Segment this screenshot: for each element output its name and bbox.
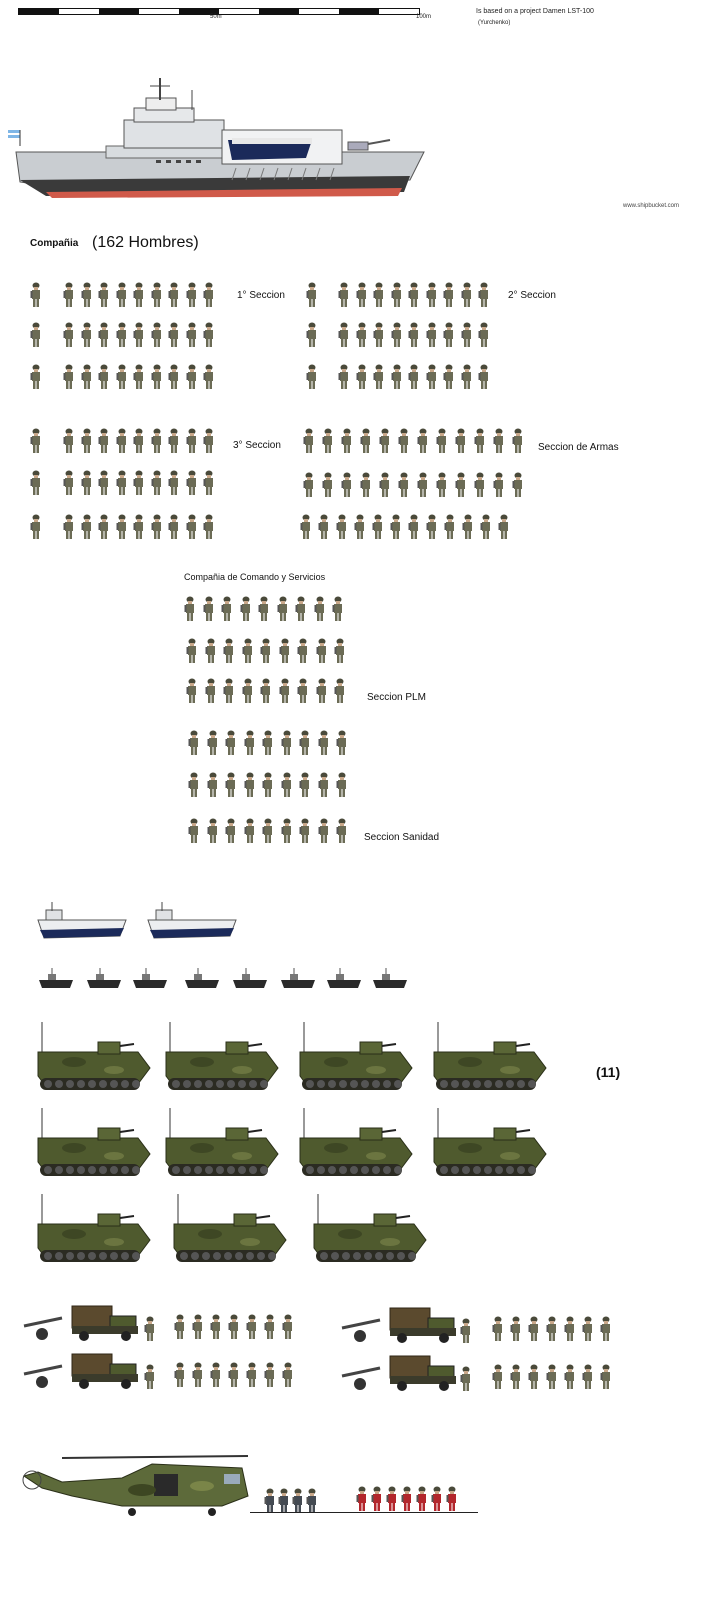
soldier-figure xyxy=(334,678,346,704)
plm-section-label: Seccion PLM xyxy=(367,692,426,703)
landing-craft-icon xyxy=(146,902,238,940)
soldier-figure xyxy=(546,1316,558,1342)
ship-illustration xyxy=(6,76,426,202)
soldier-figure xyxy=(116,322,128,348)
soldier-figure xyxy=(279,638,291,664)
company-strength: (162 Hombres) xyxy=(92,234,199,251)
soldier-figure xyxy=(63,428,75,454)
soldier-figure xyxy=(151,322,163,348)
soldier-figure xyxy=(322,472,334,498)
aircrew-figure xyxy=(292,1488,304,1514)
soldier-figure xyxy=(336,730,348,756)
amphibious-assault-vehicle-icon xyxy=(296,1108,414,1180)
soldier-figure xyxy=(564,1364,576,1390)
soldier-figure xyxy=(168,364,180,390)
soldier-figure xyxy=(264,1314,276,1340)
soldier-figure xyxy=(443,364,455,390)
rigid-inflatable-boat-icon xyxy=(86,968,122,990)
rigid-inflatable-boat-icon xyxy=(38,968,74,990)
soldier-figure xyxy=(303,428,315,454)
soldier-figure xyxy=(223,678,235,704)
soldier-figure xyxy=(379,428,391,454)
soldier-figure xyxy=(116,428,128,454)
soldier-figure xyxy=(116,282,128,308)
rigid-inflatable-boat-icon xyxy=(372,968,408,990)
soldier-figure xyxy=(207,730,219,756)
soldier-figure xyxy=(151,514,163,540)
soldier-figure xyxy=(379,472,391,498)
soldier-figure xyxy=(474,472,486,498)
soldier-figure xyxy=(398,428,410,454)
soldier-figure xyxy=(262,818,274,844)
soldier-figure xyxy=(461,322,473,348)
soldier-figure xyxy=(341,428,353,454)
squad-leader-figure xyxy=(306,322,318,348)
soldier-figure xyxy=(151,282,163,308)
soldier-figure xyxy=(373,322,385,348)
soldier-figure xyxy=(184,596,196,622)
soldier-figure xyxy=(282,1314,294,1340)
rigid-inflatable-boat-icon xyxy=(184,968,220,990)
soldier-figure xyxy=(318,772,330,798)
soldier-figure xyxy=(81,282,93,308)
soldier-figure xyxy=(338,364,350,390)
amphibious-assault-vehicle-icon xyxy=(34,1194,152,1266)
soldier-figure xyxy=(318,818,330,844)
soldier-figure xyxy=(299,772,311,798)
soldier-figure xyxy=(528,1316,540,1342)
soldier-figure xyxy=(336,818,348,844)
amphibious-assault-vehicle-icon xyxy=(162,1022,280,1094)
soldier-figure xyxy=(426,282,438,308)
soldier-figure xyxy=(186,678,198,704)
rigid-inflatable-boat-icon xyxy=(232,968,268,990)
soldier-figure xyxy=(81,322,93,348)
soldier-figure xyxy=(63,282,75,308)
soldier-figure xyxy=(203,596,215,622)
deck-crew-figure xyxy=(356,1486,368,1512)
soldier-figure xyxy=(133,282,145,308)
soldier-figure xyxy=(116,470,128,496)
soldier-figure xyxy=(63,364,75,390)
towed-howitzer-truck-icon xyxy=(22,1352,152,1390)
medical-section-label: Seccion Sanidad xyxy=(364,832,440,843)
soldier-figure xyxy=(391,282,403,308)
soldier-figure xyxy=(210,1314,222,1340)
soldier-figure xyxy=(408,282,420,308)
squad-leader-figure xyxy=(30,514,42,540)
soldier-figure xyxy=(417,428,429,454)
soldier-figure xyxy=(98,282,110,308)
soldier-figure xyxy=(228,1362,240,1388)
squad-leader-figure xyxy=(30,322,42,348)
credit-author: (Yurchenko) xyxy=(478,20,511,26)
soldier-figure xyxy=(322,428,334,454)
soldier-figure xyxy=(408,322,420,348)
amphibious-assault-vehicle-icon xyxy=(430,1022,548,1094)
soldier-figure xyxy=(116,514,128,540)
soldier-figure xyxy=(81,470,93,496)
soldier-figure xyxy=(186,638,198,664)
soldier-figure xyxy=(564,1316,576,1342)
soldier-figure xyxy=(223,638,235,664)
soldier-figure xyxy=(98,428,110,454)
soldier-figure xyxy=(258,596,270,622)
soldier-figure xyxy=(203,322,215,348)
soldier-figure xyxy=(98,514,110,540)
soldier-figure xyxy=(221,596,233,622)
soldier-figure xyxy=(151,428,163,454)
soldier-figure xyxy=(478,322,490,348)
soldier-figure xyxy=(480,514,492,540)
amphibious-assault-vehicle-icon xyxy=(162,1108,280,1180)
soldier-figure xyxy=(188,772,200,798)
soldier-figure xyxy=(81,428,93,454)
soldier-figure xyxy=(63,322,75,348)
soldier-figure xyxy=(493,472,505,498)
soldier-figure xyxy=(205,638,217,664)
soldier-figure xyxy=(338,282,350,308)
credit-line: Is based on a project Damen LST-100 xyxy=(476,8,594,15)
soldier-figure xyxy=(372,514,384,540)
soldier-figure xyxy=(228,1314,240,1340)
amphibious-assault-vehicle-icon xyxy=(296,1022,414,1094)
soldier-figure xyxy=(244,818,256,844)
section-2-label: 2° Seccion xyxy=(508,290,556,301)
soldier-figure xyxy=(133,514,145,540)
rigid-inflatable-boat-icon xyxy=(280,968,316,990)
amtrac-count: (11) xyxy=(596,1064,621,1080)
soldier-figure xyxy=(299,730,311,756)
soldier-figure xyxy=(512,472,524,498)
soldier-figure xyxy=(528,1364,540,1390)
watermark: www.shipbucket.com xyxy=(623,203,680,209)
soldier-figure xyxy=(281,730,293,756)
soldier-figure xyxy=(277,596,289,622)
soldier-figure xyxy=(314,596,326,622)
soldier-figure xyxy=(242,678,254,704)
soldier-figure xyxy=(356,322,368,348)
soldier-figure xyxy=(174,1362,186,1388)
soldier-figure xyxy=(98,322,110,348)
soldier-figure xyxy=(203,514,215,540)
deck-crew-figure xyxy=(416,1486,428,1512)
soldier-figure xyxy=(493,428,505,454)
rigid-inflatable-boat-icon xyxy=(132,968,168,990)
soldier-figure xyxy=(186,322,198,348)
soldier-figure xyxy=(373,364,385,390)
section-3-label: 3° Seccion xyxy=(233,440,281,451)
soldier-figure xyxy=(81,364,93,390)
soldier-figure xyxy=(281,772,293,798)
soldier-figure xyxy=(498,514,510,540)
soldier-figure xyxy=(356,282,368,308)
landing-craft-icon xyxy=(36,902,128,940)
deck-line xyxy=(250,1512,478,1513)
soldier-figure xyxy=(151,364,163,390)
soldier-figure xyxy=(478,364,490,390)
squad-leader-figure xyxy=(30,364,42,390)
soldier-figure xyxy=(336,514,348,540)
soldier-figure xyxy=(512,428,524,454)
soldier-figure xyxy=(203,282,215,308)
soldier-figure xyxy=(63,470,75,496)
soldier-figure xyxy=(168,322,180,348)
soldier-figure xyxy=(244,772,256,798)
soldier-figure xyxy=(63,514,75,540)
soldier-figure xyxy=(98,470,110,496)
soldier-figure xyxy=(600,1316,612,1342)
soldier-figure xyxy=(417,472,429,498)
scale-label-50: 50m xyxy=(210,14,222,20)
soldier-figure xyxy=(207,818,219,844)
soldier-figure xyxy=(582,1364,594,1390)
soldier-figure xyxy=(246,1362,258,1388)
soldier-figure xyxy=(461,282,473,308)
soldier-figure xyxy=(373,282,385,308)
amphibious-assault-vehicle-icon xyxy=(310,1194,428,1266)
amphibious-assault-vehicle-icon xyxy=(34,1022,152,1094)
deck-crew-figure xyxy=(386,1486,398,1512)
soldier-figure xyxy=(478,282,490,308)
soldier-figure xyxy=(186,428,198,454)
soldier-figure xyxy=(462,514,474,540)
soldier-figure xyxy=(260,638,272,664)
soldier-figure xyxy=(510,1316,522,1342)
soldier-figure xyxy=(510,1364,522,1390)
soldier-figure xyxy=(318,730,330,756)
soldier-figure xyxy=(299,818,311,844)
soldier-figure xyxy=(242,638,254,664)
soldier-figure xyxy=(168,282,180,308)
soldier-figure xyxy=(455,428,467,454)
deck-crew-figure xyxy=(431,1486,443,1512)
soldier-figure xyxy=(426,322,438,348)
towed-howitzer-truck-icon xyxy=(340,1354,470,1392)
soldier-figure xyxy=(279,678,291,704)
soldier-figure xyxy=(316,678,328,704)
soldier-figure xyxy=(408,364,420,390)
soldier-figure xyxy=(461,364,473,390)
soldier-figure xyxy=(98,364,110,390)
squad-leader-figure xyxy=(30,470,42,496)
soldier-figure xyxy=(203,364,215,390)
soldier-figure xyxy=(391,322,403,348)
soldier-figure xyxy=(332,596,344,622)
soldier-figure xyxy=(168,428,180,454)
soldier-figure xyxy=(297,638,309,664)
soldier-figure xyxy=(426,364,438,390)
soldier-figure xyxy=(244,730,256,756)
soldier-figure xyxy=(300,514,312,540)
soldier-figure xyxy=(260,678,272,704)
soldier-figure xyxy=(225,772,237,798)
soldier-figure xyxy=(133,428,145,454)
soldier-figure xyxy=(546,1364,558,1390)
soldier-figure xyxy=(225,818,237,844)
soldier-figure xyxy=(186,364,198,390)
helicopter-icon xyxy=(22,1450,262,1520)
soldier-figure xyxy=(341,472,353,498)
soldier-figure xyxy=(168,514,180,540)
soldier-figure xyxy=(240,596,252,622)
squad-leader-figure xyxy=(30,428,42,454)
company-label: Compañia xyxy=(30,238,79,249)
soldier-figure xyxy=(133,364,145,390)
soldier-figure xyxy=(492,1316,504,1342)
soldier-figure xyxy=(203,470,215,496)
soldier-figure xyxy=(174,1314,186,1340)
soldier-figure xyxy=(408,514,420,540)
rigid-inflatable-boat-icon xyxy=(326,968,362,990)
soldier-figure xyxy=(168,470,180,496)
soldier-figure xyxy=(390,514,402,540)
squad-leader-figure xyxy=(306,282,318,308)
soldier-figure xyxy=(262,730,274,756)
soldier-figure xyxy=(246,1314,258,1340)
soldier-figure xyxy=(295,596,307,622)
aircrew-figure xyxy=(264,1488,276,1514)
soldier-figure xyxy=(318,514,330,540)
soldier-figure xyxy=(133,470,145,496)
soldier-figure xyxy=(360,428,372,454)
soldier-figure xyxy=(443,282,455,308)
soldier-figure xyxy=(186,514,198,540)
soldier-figure xyxy=(334,638,346,664)
soldier-figure xyxy=(582,1316,594,1342)
soldier-figure xyxy=(444,514,456,540)
soldier-figure xyxy=(192,1314,204,1340)
soldier-figure xyxy=(203,428,215,454)
soldier-figure xyxy=(474,428,486,454)
soldier-figure xyxy=(192,1362,204,1388)
soldier-figure xyxy=(391,364,403,390)
towed-howitzer-truck-icon xyxy=(22,1304,152,1342)
squad-leader-figure xyxy=(306,364,318,390)
soldier-figure xyxy=(455,472,467,498)
soldier-figure xyxy=(151,470,163,496)
soldier-figure xyxy=(281,818,293,844)
deck-crew-figure xyxy=(446,1486,458,1512)
section-1-label: 1° Seccion xyxy=(237,290,285,301)
aircrew-figure xyxy=(278,1488,290,1514)
soldier-figure xyxy=(264,1362,276,1388)
soldier-figure xyxy=(443,322,455,348)
weapons-section-label: Seccion de Armas xyxy=(538,442,619,453)
deck-crew-figure xyxy=(371,1486,383,1512)
soldier-figure xyxy=(426,514,438,540)
soldier-figure xyxy=(336,772,348,798)
soldier-figure xyxy=(316,638,328,664)
soldier-figure xyxy=(338,322,350,348)
soldier-figure xyxy=(282,1362,294,1388)
soldier-figure xyxy=(188,730,200,756)
command-company-label: Compañia de Comando y Servicios xyxy=(184,572,326,582)
soldier-figure xyxy=(303,472,315,498)
soldier-figure xyxy=(210,1362,222,1388)
soldier-figure xyxy=(356,364,368,390)
soldier-figure xyxy=(398,472,410,498)
soldier-figure xyxy=(436,472,448,498)
soldier-figure xyxy=(116,364,128,390)
soldier-figure xyxy=(186,282,198,308)
soldier-figure xyxy=(297,678,309,704)
aircrew-figure xyxy=(306,1488,318,1514)
soldier-figure xyxy=(188,818,200,844)
soldier-figure xyxy=(133,322,145,348)
squad-leader-figure xyxy=(30,282,42,308)
soldier-figure xyxy=(205,678,217,704)
soldier-figure xyxy=(225,730,237,756)
towed-howitzer-truck-icon xyxy=(340,1306,470,1344)
soldier-figure xyxy=(492,1364,504,1390)
soldier-figure xyxy=(600,1364,612,1390)
deck-crew-figure xyxy=(401,1486,413,1512)
soldier-figure xyxy=(262,772,274,798)
scale-label-100: 100m xyxy=(416,14,432,20)
soldier-figure xyxy=(81,514,93,540)
soldier-figure xyxy=(436,428,448,454)
amphibious-assault-vehicle-icon xyxy=(170,1194,288,1266)
soldier-figure xyxy=(186,470,198,496)
amphibious-assault-vehicle-icon xyxy=(430,1108,548,1180)
soldier-figure xyxy=(354,514,366,540)
amphibious-assault-vehicle-icon xyxy=(34,1108,152,1180)
soldier-figure xyxy=(207,772,219,798)
soldier-figure xyxy=(360,472,372,498)
